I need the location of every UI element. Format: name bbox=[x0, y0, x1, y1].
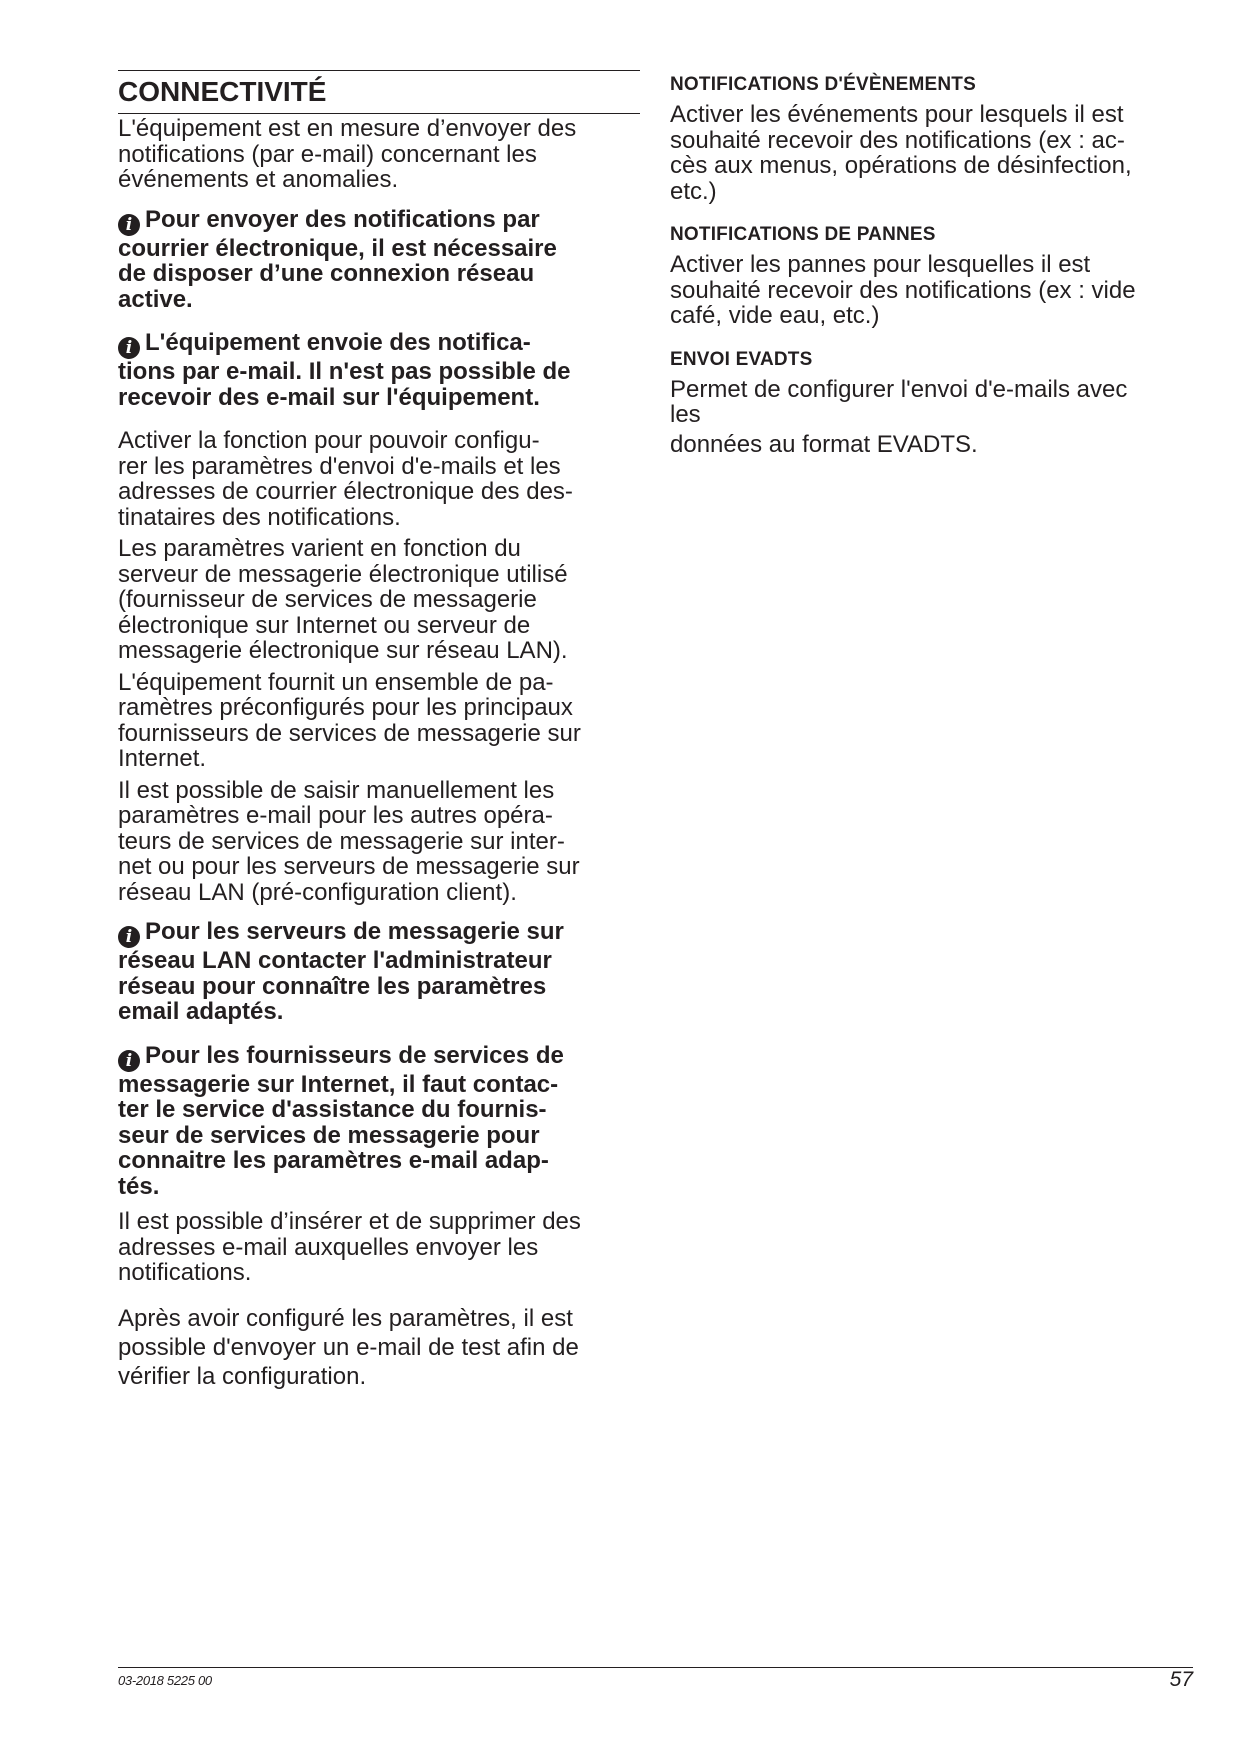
body-paragraph: L'équipement fournit un ensemble de pa- ramètres préconfigurés pour les principaux fournisseurs de services de messagerie sur Internet. bbox=[118, 668, 581, 772]
info-note bbox=[118, 207, 640, 313]
info-note-text: Pour les serveurs de messagerie sur réseau LAN contacter l'administrateur réseau pour connaître les paramètres email adaptés. bbox=[118, 918, 564, 1025]
section-body: Activer les événements pour lesquels il est souhaité recevoir des notifications (ex : ac- cès aux menus, opérations de désinfection, etc.) bbox=[670, 101, 1132, 205]
title-bottom-rule bbox=[118, 113, 640, 114]
body-paragraph: Les paramètres varient en fonction du serveur de messagerie électronique utilisé (fournisseur de services de messagerie électronique sur Internet ou serveur de messagerie électronique sur réseau LAN). bbox=[118, 535, 568, 664]
section-title: CONNECTIVITÉ bbox=[118, 76, 327, 107]
info-icon: i bbox=[118, 337, 140, 359]
body-paragraph: Il est possible de saisir manuellement les paramètres e-mail pour les autres opéra- teurs de services de messagerie sur inter- net ou pour les serveurs de messagerie sur réseau LAN (pré-configuration client). bbox=[118, 776, 580, 906]
section-heading: ENVOI EVADTS bbox=[670, 348, 813, 370]
info-icon: i bbox=[118, 1050, 140, 1072]
info-note-text: L'équipement envoie des notifica- tions par e-mail. Il n'est pas possible de recevoir des e-mail sur l'équipement. bbox=[118, 329, 571, 411]
info-note bbox=[118, 330, 640, 410]
title-top-rule bbox=[118, 70, 640, 71]
section-body: Activer les pannes pour lesquelles il est souhaité recevoir des notifications (ex : vide café, vide eau, etc.) bbox=[670, 251, 1136, 329]
intro-paragraph: L'équipement est en mesure d’envoyer des notifications (par e-mail) concernant les événements et anomalies. bbox=[118, 115, 577, 193]
footer-rule bbox=[118, 1667, 1193, 1668]
info-icon: i bbox=[118, 926, 140, 948]
section-body: Permet de configurer l'envoi d'e-mails avec les bbox=[670, 375, 1128, 428]
body-paragraph: Après avoir configuré les paramètres, il est possible d'envoyer un e-mail de test afin de vérifier la configuration. bbox=[118, 1304, 579, 1390]
section-heading: NOTIFICATIONS D'ÉVÈNEMENTS bbox=[670, 74, 976, 95]
info-icon: i bbox=[118, 214, 140, 236]
page-number: 57 bbox=[1169, 1668, 1193, 1691]
document-code: 03-2018 5225 00 bbox=[118, 1673, 212, 1688]
left-column bbox=[118, 70, 640, 1397]
section-heading: NOTIFICATIONS DE PANNES bbox=[670, 224, 936, 245]
info-note-text: Pour les fournisseurs de services de messagerie sur Internet, il faut contac- ter le service d'assistance du fournis- seur de services de messagerie pour connaitre les paramètres e-mail adap- tés. bbox=[118, 1041, 564, 1200]
right-column bbox=[670, 70, 1200, 477]
body-paragraph: Activer la fonction pour pouvoir configu- rer les paramètres d'envoi d'e-mails et les adresses de courrier électronique des des- tinataires des notifications. bbox=[118, 427, 573, 531]
info-note bbox=[118, 919, 640, 1025]
section-body-continued: données au format EVADTS. bbox=[670, 430, 978, 458]
body-paragraph: Il est possible d’insérer et de supprimer des adresses e-mail auxquelles envoyer les notifications. bbox=[118, 1208, 581, 1286]
info-note bbox=[118, 1043, 640, 1200]
info-note-text: Pour envoyer des notifications par courrier électronique, il est nécessaire de disposer d’une connexion réseau active. bbox=[118, 205, 557, 313]
